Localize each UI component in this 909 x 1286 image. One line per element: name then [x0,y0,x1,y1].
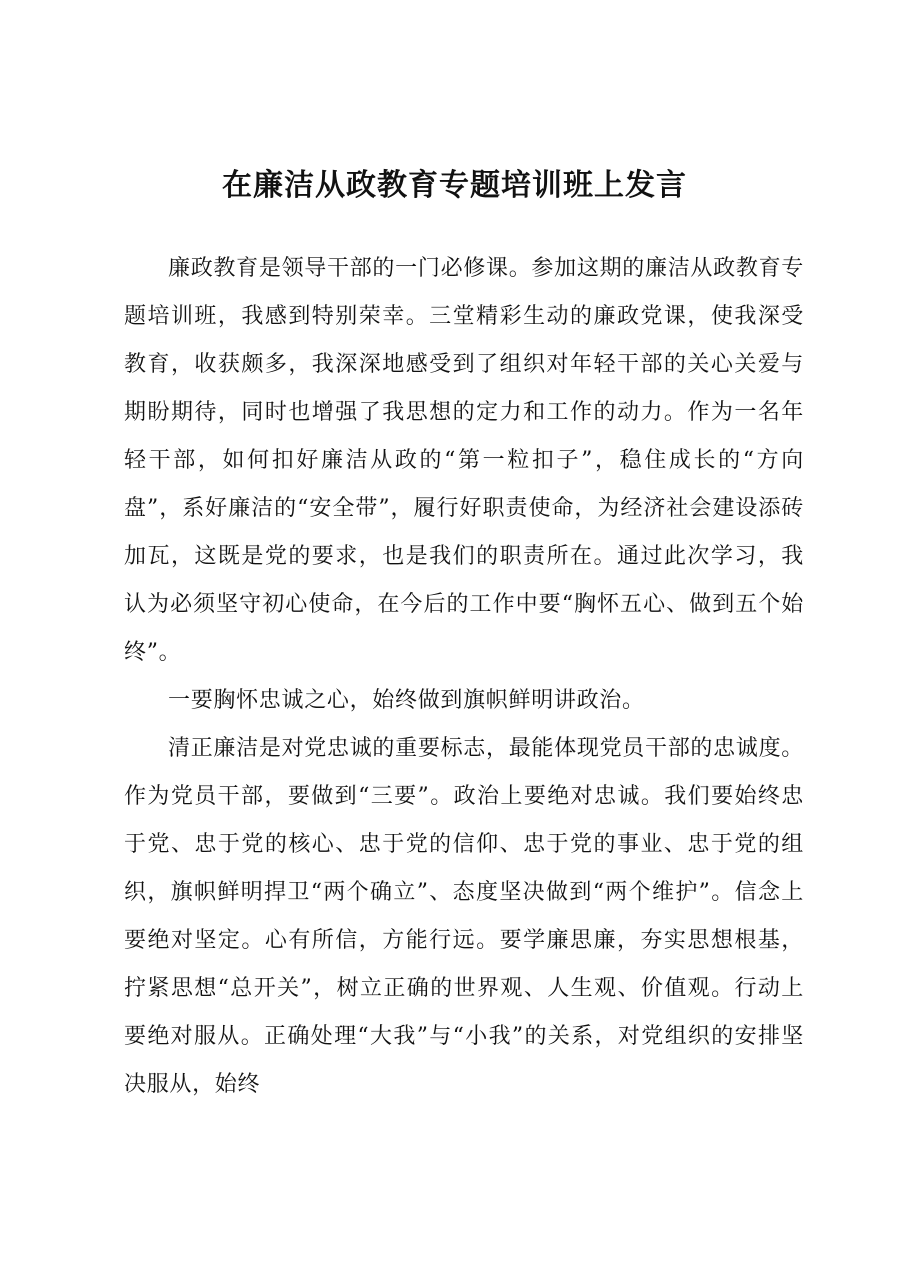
document-title: 在廉洁从政教育专题培训班上发言 [222,168,687,203]
document-body [124,245,804,1109]
paragraph-intro: 廉政教育是领导干部的一门必修课。参加这期的廉洁从政教育专题培训班，我感到特别荣幸。三堂精彩生动的廉政党课，使我深受教育，收获颇多，我深深地感受到了组织对年轻干部的关心关爱与期盼期待，同时也增强了我思想的定力和工作的动力。作为一名年轻干部，如何扣好廉洁从政的“第一粒扣子”，稳住成长的“方向盘”，系好廉洁的“安全带”，履行好职责使命，为经济社会建设添砖加瓦，这既是党的要求，也是我们的职责所在。通过此次学习，我认为必须坚守初心使命，在今后的工作中要“胸怀五心、做到五个始终”。 [124,256,804,665]
paragraph-heading-one: 一要胸怀忠诚之心，始终做到旗帜鲜明讲政治。 [168,688,645,713]
paragraph-loyalty: 清正廉洁是对党忠诚的重要标志，最能体现党员干部的忠诚度。作为党员干部，要做到“三要”。政治上要绝对忠诚。我们要始终忠于党、忠于党的核心、忠于党的信仰、忠于党的事业、忠于党的组织，旗帜鲜明捍卫“两个确立”、态度坚决做到“两个维护”。信念上要绝对坚定。心有所信，方能行远。要学廉思廉，夯实思想根基，拧紧思想“总开关”，树立正确的世界观、人生观、价值观。行动上要绝对服从。正确处理“大我”与“小我”的关系，对党组织的安排坚决服从，始终 [124,736,804,1097]
